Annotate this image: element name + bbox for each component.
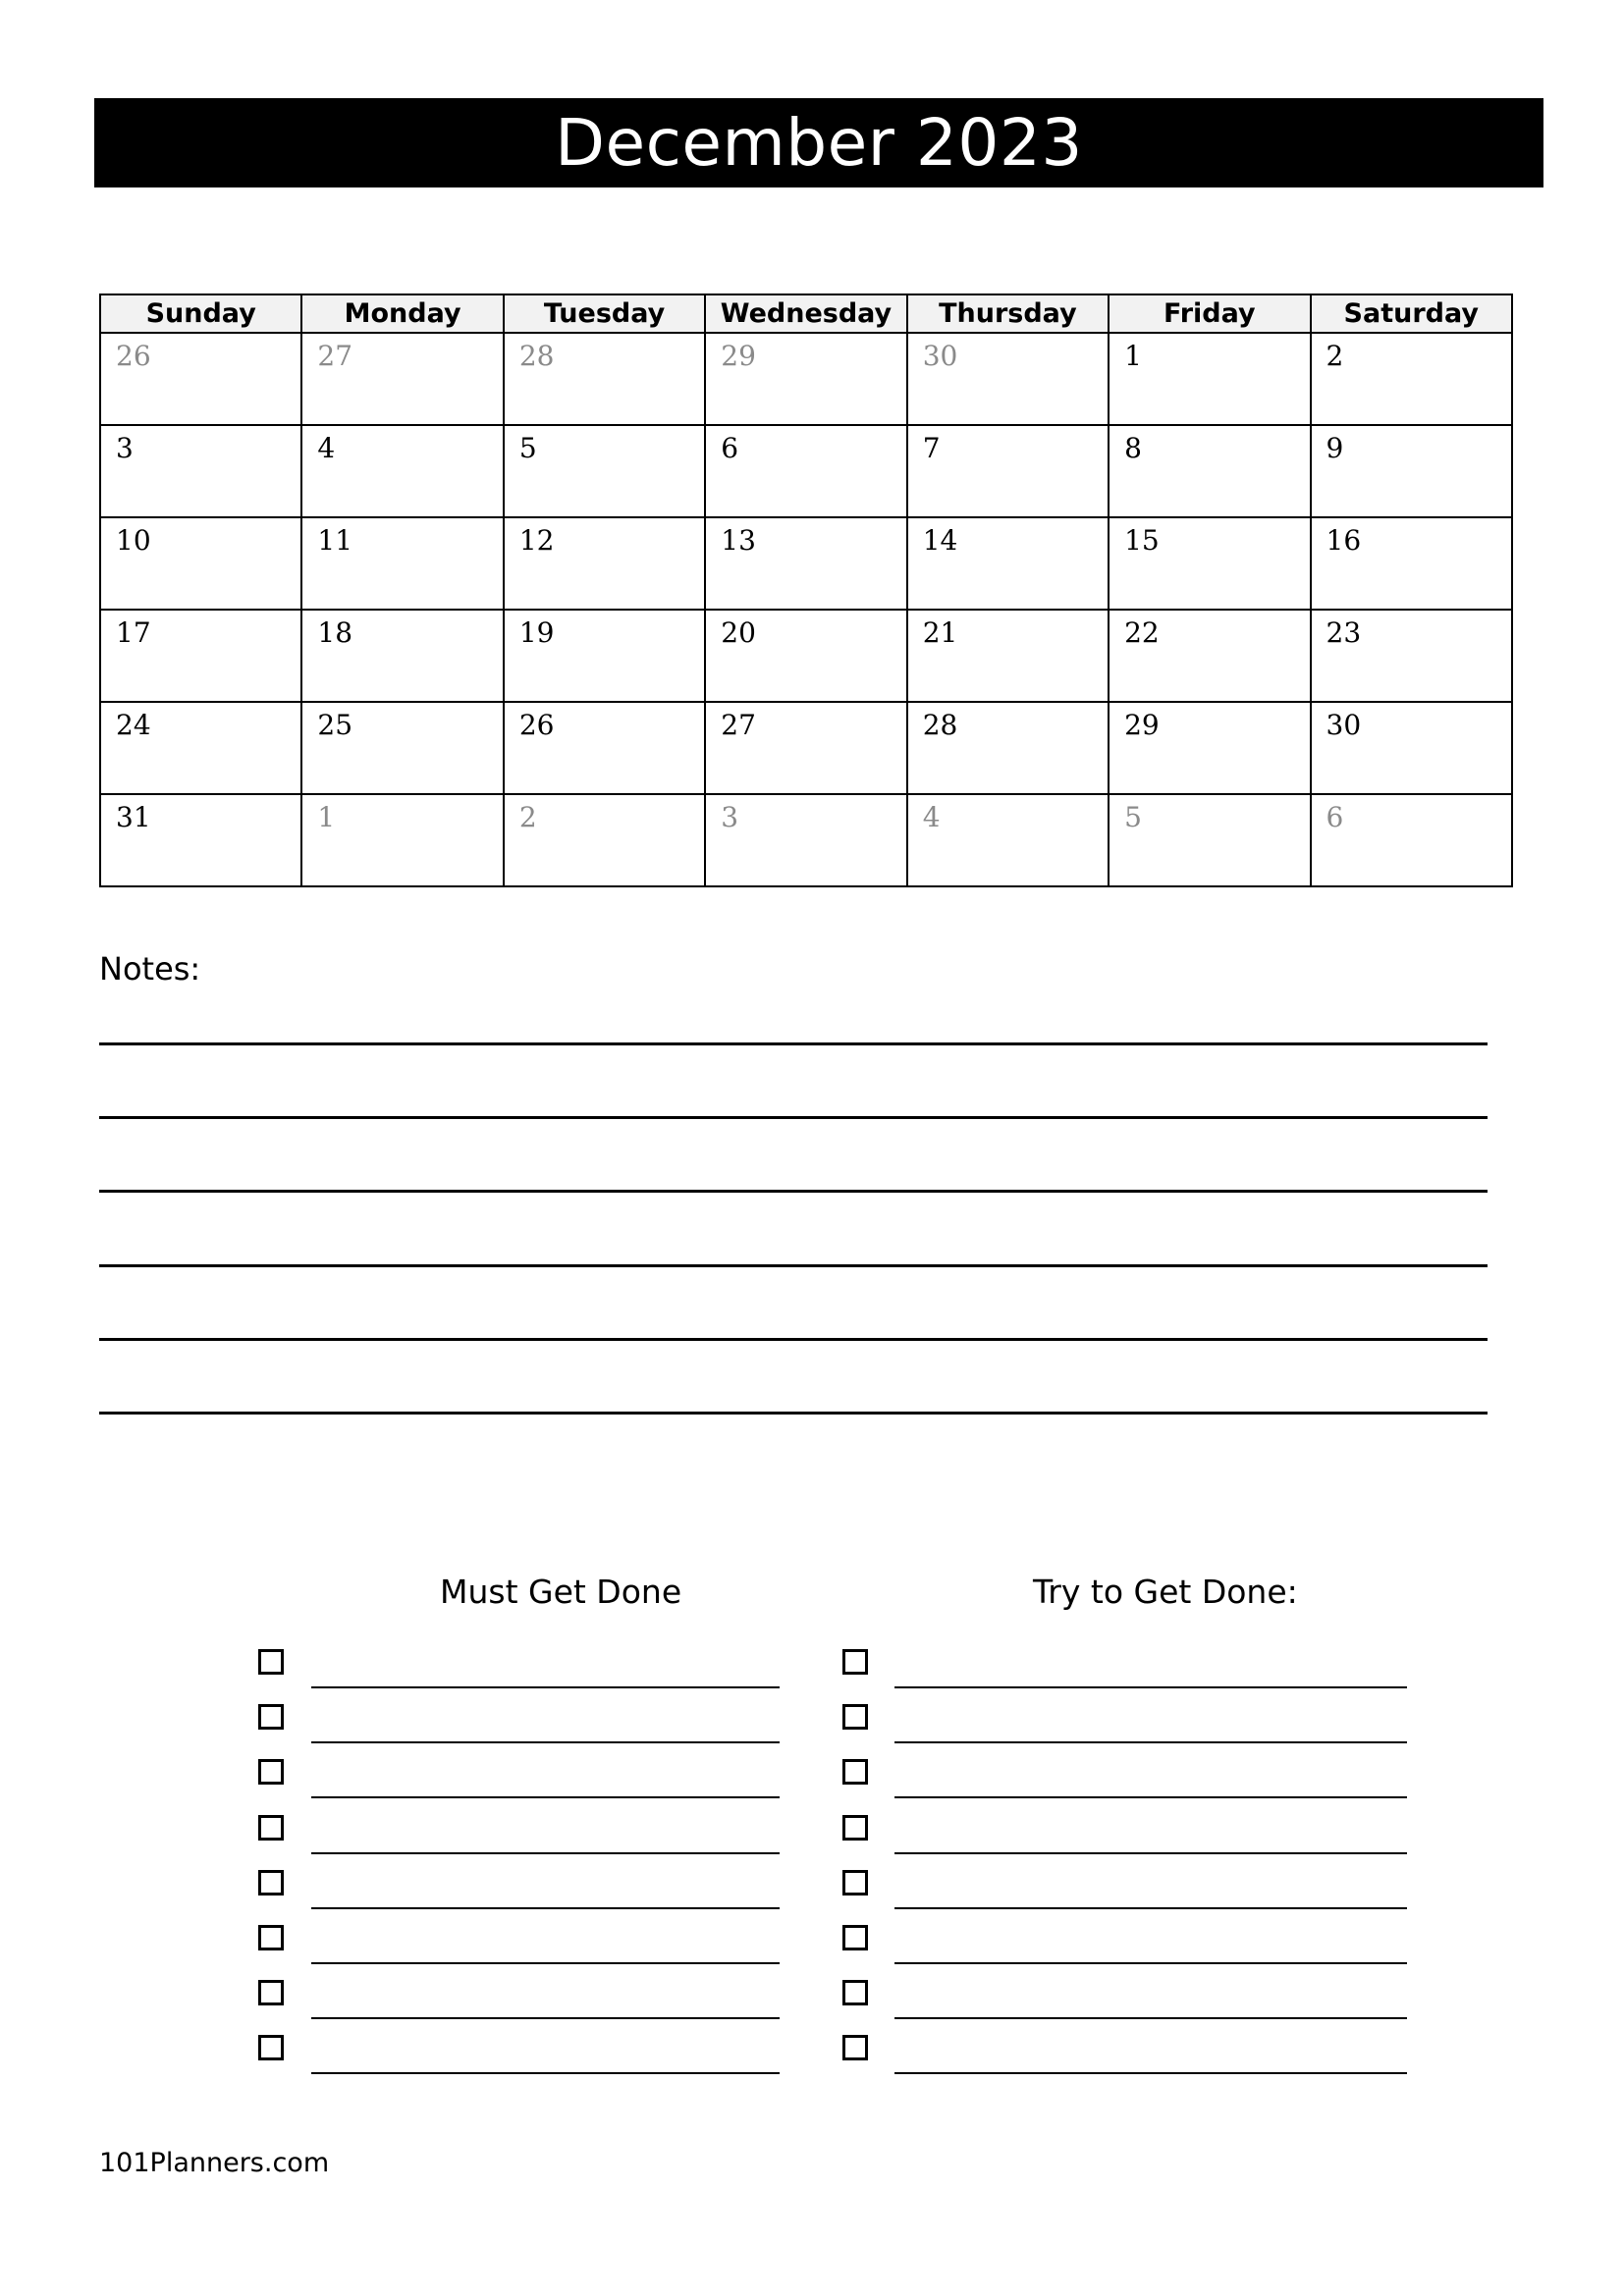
outside-month-day-number: 29	[721, 340, 756, 372]
must-get-done-item	[258, 1868, 780, 1907]
day-cell	[100, 425, 301, 517]
outside-month-day-number: 1	[317, 801, 336, 833]
write-in-line	[311, 2072, 780, 2074]
checkbox[interactable]	[258, 1870, 284, 1896]
checkbox[interactable]	[842, 1759, 868, 1785]
write-in-line	[894, 1686, 1407, 1688]
weekday-header-row	[100, 294, 1512, 333]
day-cell	[100, 610, 301, 702]
day-cell	[301, 794, 503, 886]
day-cell	[1109, 425, 1310, 517]
notes-label: Notes:	[99, 950, 201, 988]
day-number: 27	[721, 709, 756, 741]
notes-line	[99, 1190, 1488, 1193]
day-cell	[504, 517, 705, 610]
write-in-line	[894, 1962, 1407, 1964]
day-cell	[100, 702, 301, 794]
calendar-week-row	[100, 425, 1512, 517]
day-cell	[1311, 702, 1512, 794]
write-in-line	[311, 1796, 780, 1798]
checkbox[interactable]	[258, 1980, 284, 2005]
checkbox[interactable]	[842, 1704, 868, 1730]
must-get-done-item	[258, 1923, 780, 1962]
calendar-week-row	[100, 794, 1512, 886]
day-cell	[705, 425, 906, 517]
write-in-line	[311, 1962, 780, 1964]
try-to-get-done-item	[842, 1978, 1407, 2017]
write-in-line	[894, 2072, 1407, 2074]
day-cell	[1109, 794, 1310, 886]
outside-month-day-number: 26	[116, 340, 151, 372]
weekday-header-tuesday: Tuesday	[504, 294, 705, 333]
checkbox[interactable]	[842, 1980, 868, 2005]
day-number: 3	[116, 432, 134, 464]
day-cell	[100, 794, 301, 886]
weekday-header-friday: Friday	[1109, 294, 1310, 333]
day-number: 12	[518, 524, 555, 557]
day-cell	[705, 610, 906, 702]
must-get-done-item	[258, 1978, 780, 2017]
write-in-line	[311, 1907, 780, 1909]
outside-month-day-number: 5	[1124, 801, 1142, 833]
day-cell	[1311, 610, 1512, 702]
try-to-get-done-item	[842, 1923, 1407, 1962]
try-to-get-done-item	[842, 1868, 1407, 1907]
try-to-get-done-item	[842, 1813, 1407, 1852]
day-cell	[705, 517, 906, 610]
day-cell	[1311, 333, 1512, 425]
day-number: 30	[1326, 709, 1362, 741]
day-cell	[1311, 425, 1512, 517]
write-in-line	[894, 1796, 1407, 1798]
day-cell	[100, 333, 301, 425]
day-number: 20	[721, 616, 756, 649]
try-to-get-done-item	[842, 1757, 1407, 1796]
must-get-done-item	[258, 2033, 780, 2072]
day-cell	[1109, 333, 1310, 425]
page-title: December 2023	[555, 104, 1083, 181]
day-number: 23	[1326, 616, 1362, 649]
day-cell	[1109, 702, 1310, 794]
outside-month-day-number: 30	[922, 340, 958, 372]
calendar-week-row	[100, 610, 1512, 702]
weekday-header-wednesday: Wednesday	[705, 294, 906, 333]
day-number: 15	[1124, 524, 1160, 557]
write-in-line	[311, 1741, 780, 1743]
day-cell	[907, 794, 1109, 886]
weekday-header-sunday: Sunday	[100, 294, 301, 333]
checkbox[interactable]	[842, 1925, 868, 1950]
day-number: 6	[721, 432, 739, 464]
write-in-line	[894, 1907, 1407, 1909]
day-cell	[504, 610, 705, 702]
day-number: 7	[922, 432, 941, 464]
checkbox[interactable]	[842, 1815, 868, 1841]
day-cell	[1109, 610, 1310, 702]
calendar-week-row	[100, 517, 1512, 610]
checkbox[interactable]	[258, 1704, 284, 1730]
must-get-done-title: Must Get Done	[440, 1573, 682, 1611]
footer-brand: 101Planners.com	[99, 2148, 330, 2178]
day-cell	[301, 517, 503, 610]
outside-month-day-number: 28	[518, 340, 555, 372]
day-cell	[301, 425, 503, 517]
day-number: 5	[518, 432, 537, 464]
day-number: 9	[1326, 432, 1344, 464]
checkbox[interactable]	[842, 1649, 868, 1675]
weekday-header-thursday: Thursday	[907, 294, 1109, 333]
day-cell	[907, 702, 1109, 794]
try-to-get-done-item	[842, 1702, 1407, 1741]
checkbox[interactable]	[258, 2035, 284, 2060]
checkbox[interactable]	[258, 1649, 284, 1675]
day-number: 16	[1326, 524, 1362, 557]
day-number: 13	[721, 524, 756, 557]
title-bar	[94, 98, 1543, 187]
day-cell	[301, 702, 503, 794]
outside-month-day-number: 4	[922, 801, 941, 833]
day-number: 11	[317, 524, 353, 557]
day-cell	[100, 517, 301, 610]
day-cell	[705, 702, 906, 794]
try-to-get-done-item	[842, 1647, 1407, 1686]
calendar-grid	[99, 294, 1513, 887]
checkbox[interactable]	[258, 1759, 284, 1785]
must-get-done-item	[258, 1647, 780, 1686]
calendar-week-row	[100, 702, 1512, 794]
day-cell	[504, 333, 705, 425]
outside-month-day-number: 3	[721, 801, 739, 833]
calendar-body	[100, 333, 1512, 886]
day-cell	[1311, 517, 1512, 610]
day-number: 17	[116, 616, 151, 649]
day-number: 14	[922, 524, 958, 557]
day-number: 21	[922, 616, 958, 649]
weekday-header-monday: Monday	[301, 294, 503, 333]
day-number: 10	[116, 524, 151, 557]
day-cell	[907, 610, 1109, 702]
day-cell	[907, 425, 1109, 517]
checkbox[interactable]	[842, 2035, 868, 2060]
write-in-line	[894, 2017, 1407, 2019]
day-cell	[301, 610, 503, 702]
day-number: 2	[1326, 340, 1344, 372]
weekday-header-saturday: Saturday	[1311, 294, 1512, 333]
must-get-done-item	[258, 1702, 780, 1741]
day-number: 1	[1124, 340, 1142, 372]
day-number: 4	[317, 432, 336, 464]
day-cell	[907, 517, 1109, 610]
calendar-week-row	[100, 333, 1512, 425]
day-cell	[504, 425, 705, 517]
checkbox[interactable]	[258, 1815, 284, 1841]
day-number: 29	[1124, 709, 1160, 741]
checkbox[interactable]	[842, 1870, 868, 1896]
must-get-done-item	[258, 1813, 780, 1852]
day-number: 25	[317, 709, 353, 741]
notes-line	[99, 1412, 1488, 1415]
write-in-line	[311, 1686, 780, 1688]
notes-line	[99, 1264, 1488, 1267]
notes-line	[99, 1042, 1488, 1045]
day-cell	[705, 333, 906, 425]
write-in-line	[894, 1741, 1407, 1743]
day-cell	[504, 794, 705, 886]
day-number: 28	[922, 709, 958, 741]
day-number: 31	[116, 801, 151, 833]
try-to-get-done-item	[842, 2033, 1407, 2072]
outside-month-day-number: 27	[317, 340, 353, 372]
checkbox[interactable]	[258, 1925, 284, 1950]
write-in-line	[311, 2017, 780, 2019]
outside-month-day-number: 2	[518, 801, 537, 833]
write-in-line	[894, 1852, 1407, 1854]
write-in-line	[311, 1852, 780, 1854]
day-number: 24	[116, 709, 151, 741]
must-get-done-item	[258, 1757, 780, 1796]
day-cell	[907, 333, 1109, 425]
day-cell	[1109, 517, 1310, 610]
day-number: 8	[1124, 432, 1142, 464]
day-number: 19	[518, 616, 555, 649]
day-cell	[504, 702, 705, 794]
day-number: 26	[518, 709, 555, 741]
day-number: 18	[317, 616, 353, 649]
notes-line	[99, 1338, 1488, 1341]
day-cell	[705, 794, 906, 886]
day-number: 22	[1124, 616, 1160, 649]
day-cell	[1311, 794, 1512, 886]
day-cell	[301, 333, 503, 425]
outside-month-day-number: 6	[1326, 801, 1344, 833]
try-to-get-done-title: Try to Get Done:	[1033, 1573, 1298, 1611]
notes-line	[99, 1116, 1488, 1119]
